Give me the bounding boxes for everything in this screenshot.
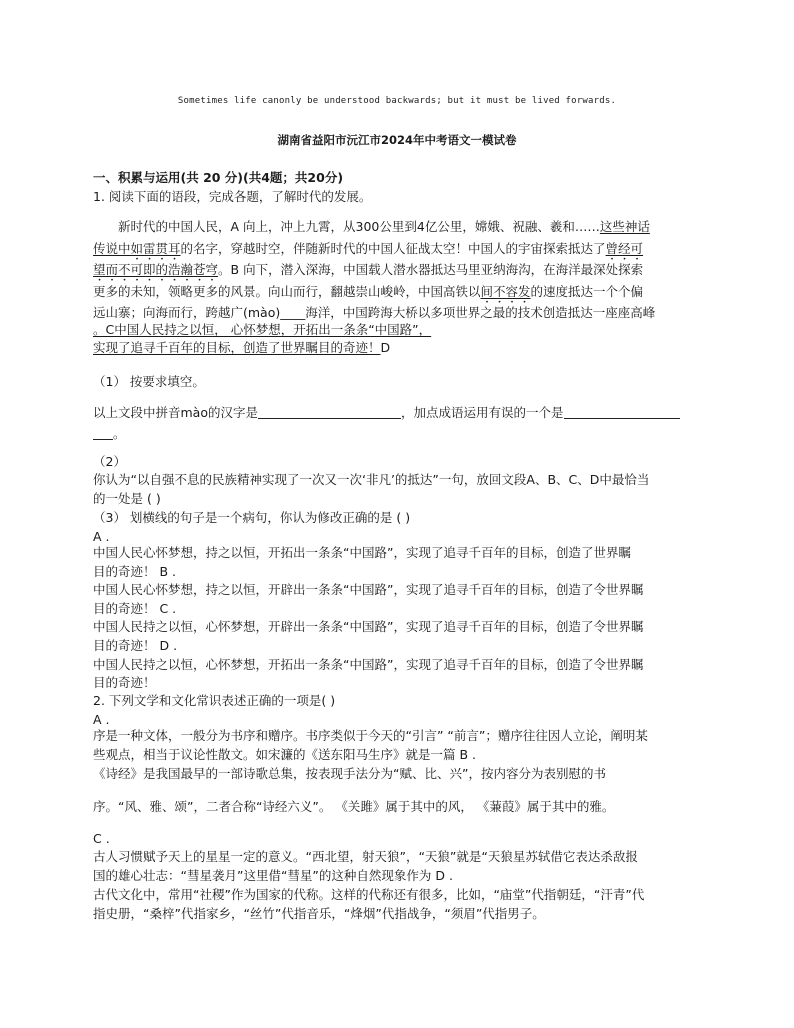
q2-option-a-line-1: 序是一种文体，一般分为书序和赠序。书序类似于今天的“引言” “前言”；赠序往往因人立论，阐明某	[93, 728, 648, 743]
option-a-line-1: 中国人民心怀梦想，持之以恒，开拓出一条条“中国路”，实现了追寻千百年的目标，创造了世界瞩	[93, 545, 631, 560]
passage-line-7: 实现了追寻千百年的目标，创造了世界瞩目的奇迹！D	[93, 340, 391, 355]
passage-line-1: 新时代的中国人民，A 向上，冲上九霄，从300公里到4亿公里，嫦娥、祝融、羲和……这些神话	[118, 219, 650, 234]
q2-option-c-line-1: 古人习惯赋予天上的星星一定的意义。“西北望，射天狼”，“天狼”就是“天狼星苏轼借它表达杀敌报	[93, 849, 638, 864]
option-c-line-1: 中国人民持之以恒，心怀梦想，开辟出一条条“中国路”，实现了追寻千百年的目标，创造了令世界瞩	[93, 619, 644, 634]
subquestion-2-label: （2）	[93, 454, 126, 469]
header-tagline: Sometimes life canonly be understood backwards; but it must be lived forwards.	[177, 96, 617, 106]
q2-option-c-line-2[interactable]: 国的雄心壮志：“彗星袭月”这里借“彗星”的这种自然现象作为 D .	[93, 868, 453, 883]
option-b-line-1: 中国人民心怀梦想，持之以恒，开辟出一条条“中国路”，实现了追寻千百年的目标，创造了令世界瞩	[93, 582, 644, 597]
passage-line-2: 传说中如雷贯耳的名字，穿越时空，伴随新时代的中国人征战太空！中国人的宇宙探索抵达了曾经可	[93, 241, 644, 256]
q2-option-c-label[interactable]: C .	[93, 831, 110, 846]
subquestion-1-label: （1） 按要求填空。	[93, 374, 205, 389]
passage-line-3: 望而不可即的浩瀚苍穹。B 向下，潜入深海，中国载人潜水器抵达马里亚纳海沟，在海洋最深处探索	[93, 262, 644, 277]
question-2-stem: 2. 下列文学和文化常识表述正确的一项是( )	[93, 693, 336, 708]
page-title: 湖南省益阳市沅江市2024年中考语文一模试卷	[277, 133, 517, 147]
passage-line-5: 远山寨；向海而行，跨越广(mào)____海洋，中国跨海大桥以多项世界之最的技术创造抵达一座座高峰	[93, 305, 656, 320]
option-d-line-2: 目的奇迹！	[93, 675, 156, 690]
q2-option-b-line-2: 序。“风、雅、颂”，二者合称“诗经六义”。 《关雎》属于其中的风， 《蒹葭》属于其中的雅。	[93, 799, 615, 814]
question-1-stem: 1. 阅读下面的语段，完成各题，了解时代的发展。	[93, 189, 372, 204]
section-heading: 一、积累与运用(共 20 分)(共4题；共20分)	[93, 170, 344, 185]
q2-option-a-label[interactable]: A .	[93, 712, 110, 727]
option-c-line-2[interactable]: 目的奇迹！ D .	[93, 638, 178, 653]
passage-line-4: 更多的未知，领略更多的风景。向山而行，翻越崇山峻岭，中国高铁以间不容发的速度抵达一个个偏	[93, 284, 644, 299]
subquestion-3: （3） 划横线的句子是一个病句，你认为修改正确的是 ( )	[93, 510, 411, 525]
subquestion-2-line-1: 你认为“以自强不息的民族精神实现了一次又一次‘非凡’的抵达”一句，放回文段A、B、C、D中最恰当	[93, 472, 650, 487]
q2-option-a-line-2[interactable]: 些观点，相当于议论性散文。如宋濂的《送东阳马生序》就是一篇 B .	[93, 747, 476, 762]
option-b-line-2[interactable]: 目的奇迹！ C .	[93, 601, 177, 616]
answer-blank-mao[interactable]	[258, 405, 401, 419]
option-d-line-1: 中国人民持之以恒，心怀梦想，开拓出一条条“中国路”，实现了追寻千百年的目标，创造了令世界瞩	[93, 657, 644, 672]
passage-line-6: 。C中国人民持之以恒， 心怀梦想，开拓出一条条“中国路”，	[93, 322, 432, 337]
subquestion-2-line-2: 的一处是 ( )	[93, 491, 161, 506]
q2-option-d-line-2: 指史册，“桑梓”代指家乡，“丝竹”代指音乐，“烽烟”代指战争，“须眉”代指男子。	[93, 906, 545, 921]
answer-blank-idiom[interactable]	[564, 405, 680, 419]
option-a-line-2[interactable]: 目的奇迹！ B .	[93, 564, 176, 579]
q2-option-b-line-1: 《诗经》是我国最早的一部诗歌总集，按表现手法分为“赋、比、兴”，按内容分为表别慰的书	[93, 766, 606, 781]
fill-in-line: 以上文段中拼音mào的汉字是 ，加点成语运用有误的一个是	[93, 403, 680, 422]
option-a-label[interactable]: A .	[93, 529, 110, 544]
q2-option-d-line-1: 古代文化中，常用“社稷”作为国家的代称。这样的代称还有很多，比如，“庙堂”代指朝廷，“汗青”代	[93, 887, 645, 902]
answer-blank-continued[interactable]	[93, 426, 113, 440]
fill-in-line-end: 。	[93, 424, 126, 443]
